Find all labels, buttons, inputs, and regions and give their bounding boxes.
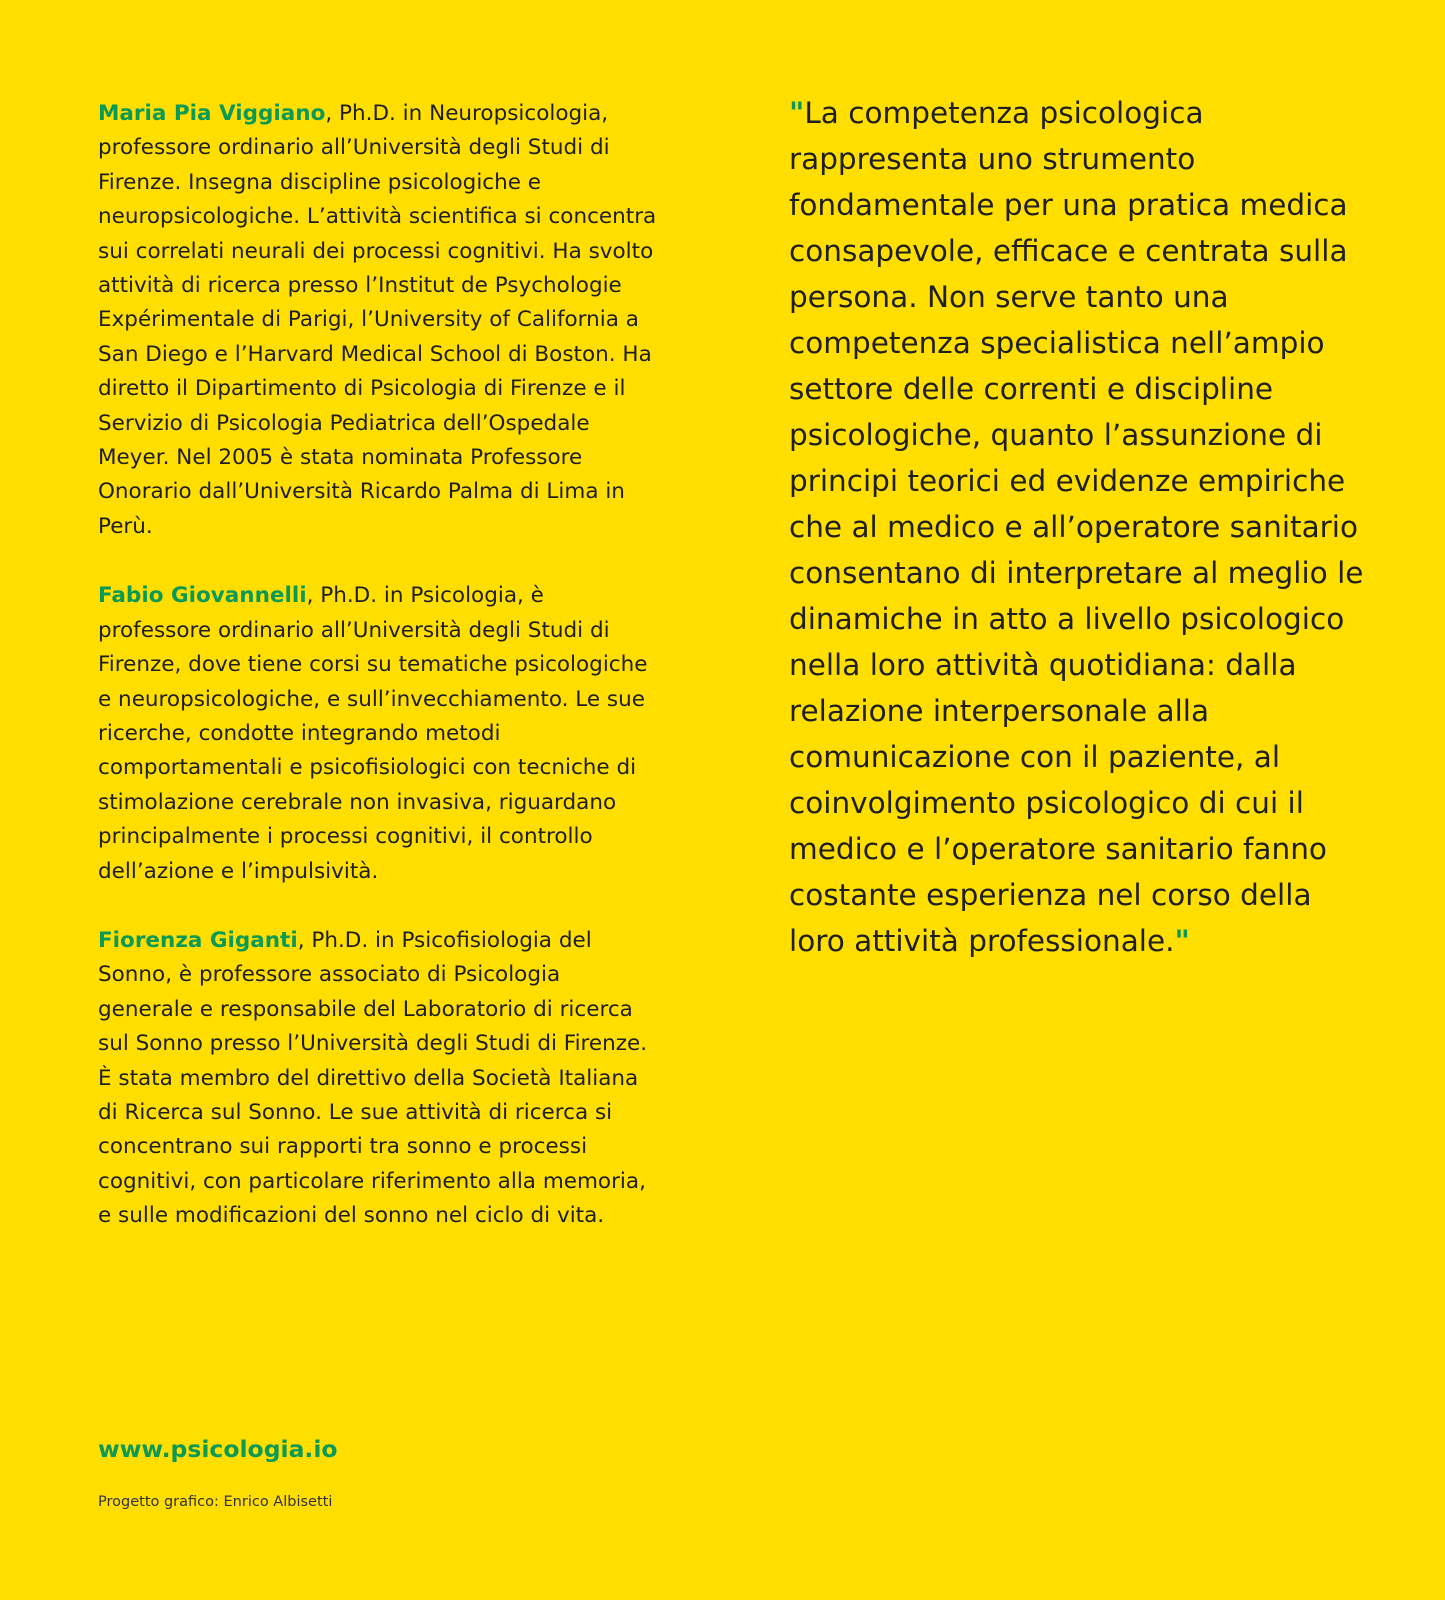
author-bio bbox=[98, 924, 658, 1234]
pull-quote bbox=[789, 90, 1369, 964]
author-bios bbox=[98, 97, 658, 1269]
author-name: Maria Pia Viggiano bbox=[98, 101, 326, 126]
quote-text: La competenza psicologica rappresenta uno strumento fondamentale per una pratica medica consapevole, efficace e centrata sulla persona. Non serve tanto una competenza specialistica nell’ampio settore delle correnti e discipline psicologiche, quanto l’assunzione di principi teorici ed evidenze empiriche che al medico e all’operatore sanitario consentano di interpretare al meglio le dinamiche in atto a livello psicologico nella loro attività quotidiana: dalla relazione interpersonale alla comunicazione con il paziente, al coinvolgimento psicologico di cui il medico e l’operatore sanitario fanno costante esperienza nel corso della loro attività professionale. bbox=[789, 96, 1364, 958]
bio-text: , Ph.D. in Psicologia, è professore ordinario all’Università degli Studi di Firenze, dove tiene corsi su tematiche psicologiche e neuropsicologiche, e sull’invecchiamento. Le sue ricerche, condotte integrando metodi comportamentali e psicofisiologici con tecniche di stimolazione cerebrale non invasiva, riguardano principalmente i processi cognitivi, il controllo dell’azione e l’impulsività. bbox=[98, 583, 648, 884]
bio-paragraph bbox=[98, 579, 658, 889]
author-bio bbox=[98, 579, 658, 889]
design-credits: Progetto grafico: Enrico Albisetti bbox=[98, 1494, 333, 1510]
bio-paragraph bbox=[98, 924, 658, 1234]
bio-text: , Ph.D. in Psicofisiologia del Sonno, è professore associato di Psicologia generale e responsabile del Laboratorio di ricerca sul Sonno presso l’Università degli Studi di Firenze. È stata membro del direttivo della Società Italiana di Ricerca sul Sonno. Le sue attività di ricerca si concentrano sui rapporti tra sonno e processi cognitivi, con particolare riferimento alla memoria, e sulle modificazioni del sonno nel ciclo di vita. bbox=[98, 927, 648, 1229]
quote-open-mark: " bbox=[789, 96, 805, 130]
bio-paragraph bbox=[98, 97, 658, 544]
author-name: Fabio Giovannelli bbox=[98, 583, 307, 609]
website-url: www.psicologia.io bbox=[98, 1435, 338, 1463]
author-name: Fiorenza Giganti bbox=[98, 927, 298, 953]
author-bio bbox=[98, 97, 658, 544]
bio-text: , Ph.D. in Neuropsicologia, professore ordinario all’Università degli Studi di Firenze. Insegna discipline psicologiche e neuropsicologiche. L’attività scientifica si concentra sui correlati neurali dei processi cognitivi. Ha svolto attività di ricerca presso l’Institut de Psychologie Expérimentale di Parigi, l’University of California a San Diego e l’Harvard Medical School di Boston. Ha diretto il Dipartimento di Psicologia di Firenze e il Servizio di Psicologia Pediatrica dell’Ospedale Meyer. Nel 2005 è stata nominata Professore Onorario dall’Università Ricardo Palma di Lima in Perù. bbox=[98, 101, 657, 539]
quote-close-mark: " bbox=[1174, 924, 1190, 958]
